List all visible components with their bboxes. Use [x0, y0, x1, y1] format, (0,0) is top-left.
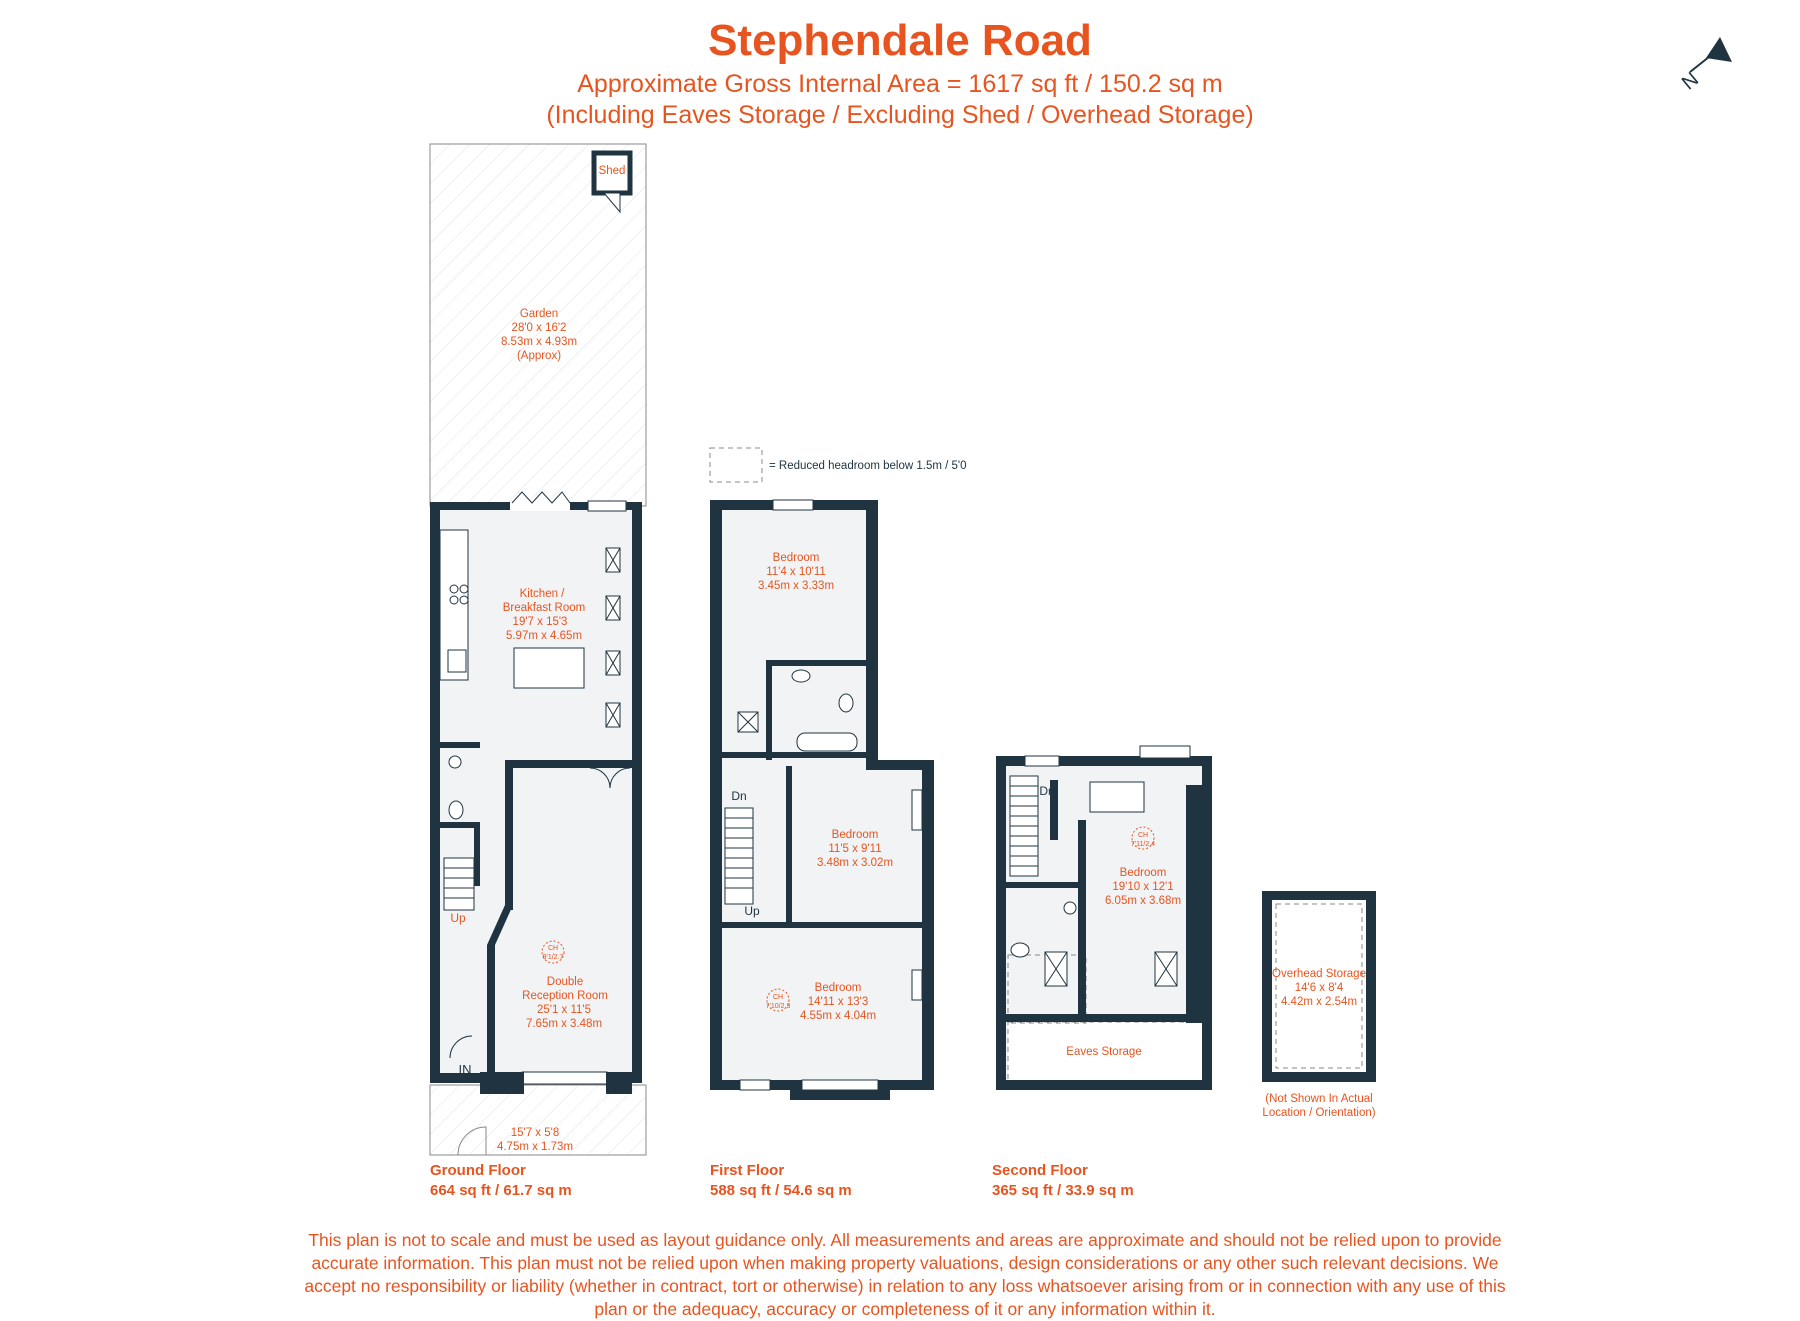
shed-label: Shed — [598, 165, 626, 177]
garden-imperial: 28'0 x 16'2 — [511, 322, 567, 334]
kitchen-metric: 5.97m x 4.65m — [505, 630, 583, 642]
eaves-label: Eaves Storage — [1066, 1046, 1142, 1058]
kitchen-name-1: Kitchen / — [519, 588, 565, 600]
reception-imperial: 25'1 x 11'5 — [536, 1004, 592, 1016]
bed4-name: Bedroom — [1119, 867, 1167, 879]
bed4-ch-2: 7'11/2.4 — [1130, 841, 1156, 848]
second-floor-name: Second Floor — [992, 1162, 1088, 1179]
up-ground-label: Up — [450, 911, 466, 925]
kitchen-imperial: 19'7 x 15'3 — [512, 616, 568, 628]
reduced-headroom-swatch — [710, 448, 762, 482]
legend-text: = Reduced headroom below 1.5m / 5'0 — [769, 460, 967, 472]
overhead-metric: 4.42m x 2.54m — [1280, 996, 1358, 1008]
ground-floor-name: Ground Floor — [430, 1162, 526, 1179]
gross-area-subtitle: Approximate Gross Internal Area = 1617 sq ft / 150.2 sq m — [577, 70, 1223, 98]
bed4-ch-1: CH — [1137, 832, 1149, 839]
second-floor-area: 365 sq ft / 33.9 sq m — [992, 1182, 1134, 1199]
compass-letter: N — [1677, 68, 1704, 95]
inclusions-subtitle: (Including Eaves Storage / Excluding Shed / Overhead Storage) — [546, 101, 1254, 129]
front-imperial: 15'7 x 5'8 — [510, 1127, 560, 1139]
reception-ch-2: 9'1/2.7 — [542, 954, 564, 961]
up-first-label: Up — [744, 904, 760, 918]
overhead-note-2: Location / Orientation) — [1262, 1107, 1376, 1119]
reception-name-2: Reception Room — [522, 990, 608, 1002]
kitchen-name-2: Breakfast Room — [502, 602, 586, 614]
bed3-name: Bedroom — [814, 982, 862, 994]
dn-first-label: Dn — [731, 789, 747, 803]
bed3-ch-2: 7'10/2.3 — [765, 1003, 791, 1010]
reception-ch-1: CH — [547, 945, 559, 952]
bed4-imperial: 19'10 x 12'1 — [1112, 881, 1174, 893]
front-metric: 4.75m x 1.73m — [496, 1141, 574, 1153]
garden-metric: 8.53m x 4.93m — [500, 336, 578, 348]
ground-floor-area: 664 sq ft / 61.7 sq m — [430, 1182, 572, 1199]
first-floor-name: First Floor — [710, 1162, 785, 1179]
page-title: Stephendale Road — [708, 16, 1092, 65]
dn-second-label: Dn — [1039, 784, 1055, 798]
overhead-note-1: (Not Shown In Actual — [1265, 1093, 1373, 1105]
bed1-metric: 3.45m x 3.33m — [757, 580, 835, 592]
bed2-name: Bedroom — [831, 829, 879, 841]
bed3-ch-1: CH — [772, 994, 784, 1001]
bed3-metric: 4.55m x 4.04m — [799, 1010, 877, 1022]
reception-metric: 7.65m x 3.48m — [525, 1018, 603, 1030]
compass-icon — [1678, 37, 1732, 94]
garden-name: Garden — [519, 308, 559, 320]
bed4-metric: 6.05m x 3.68m — [1104, 895, 1182, 907]
in-label: IN — [458, 1062, 472, 1077]
bed2-imperial: 11'5 x 9'11 — [828, 843, 882, 855]
disclaimer-text: This plan is not to scale and must be used as layout guidance only. All measurements and areas are approximate and should not be relied upon to provide accurate information. This plan must not be relied upon when making property valuations, design considerations or any other such relevant decisions. We accept no responsibility or liability (whether in contract, tort or otherwise) in relation to any loss whatsoever arising from or in connection with any use of this plan or the adequacy, accuracy or completeness of it or any information within it. — [304, 1230, 1506, 1319]
overhead-name: Overhead Storage — [1272, 968, 1366, 980]
bed1-name: Bedroom — [772, 552, 820, 564]
reception-name-1: Double — [546, 976, 584, 988]
garden-note: (Approx) — [516, 350, 562, 362]
first-floor-area: 588 sq ft / 54.6 sq m — [710, 1182, 852, 1199]
bed1-imperial: 11'4 x 10'11 — [766, 566, 826, 578]
overhead-imperial: 14'6 x 8'4 — [1294, 982, 1344, 994]
second-floor-plan — [996, 746, 1212, 1090]
bed2-metric: 3.48m x 3.02m — [816, 857, 894, 869]
bed3-imperial: 14'11 x 13'3 — [807, 996, 869, 1008]
